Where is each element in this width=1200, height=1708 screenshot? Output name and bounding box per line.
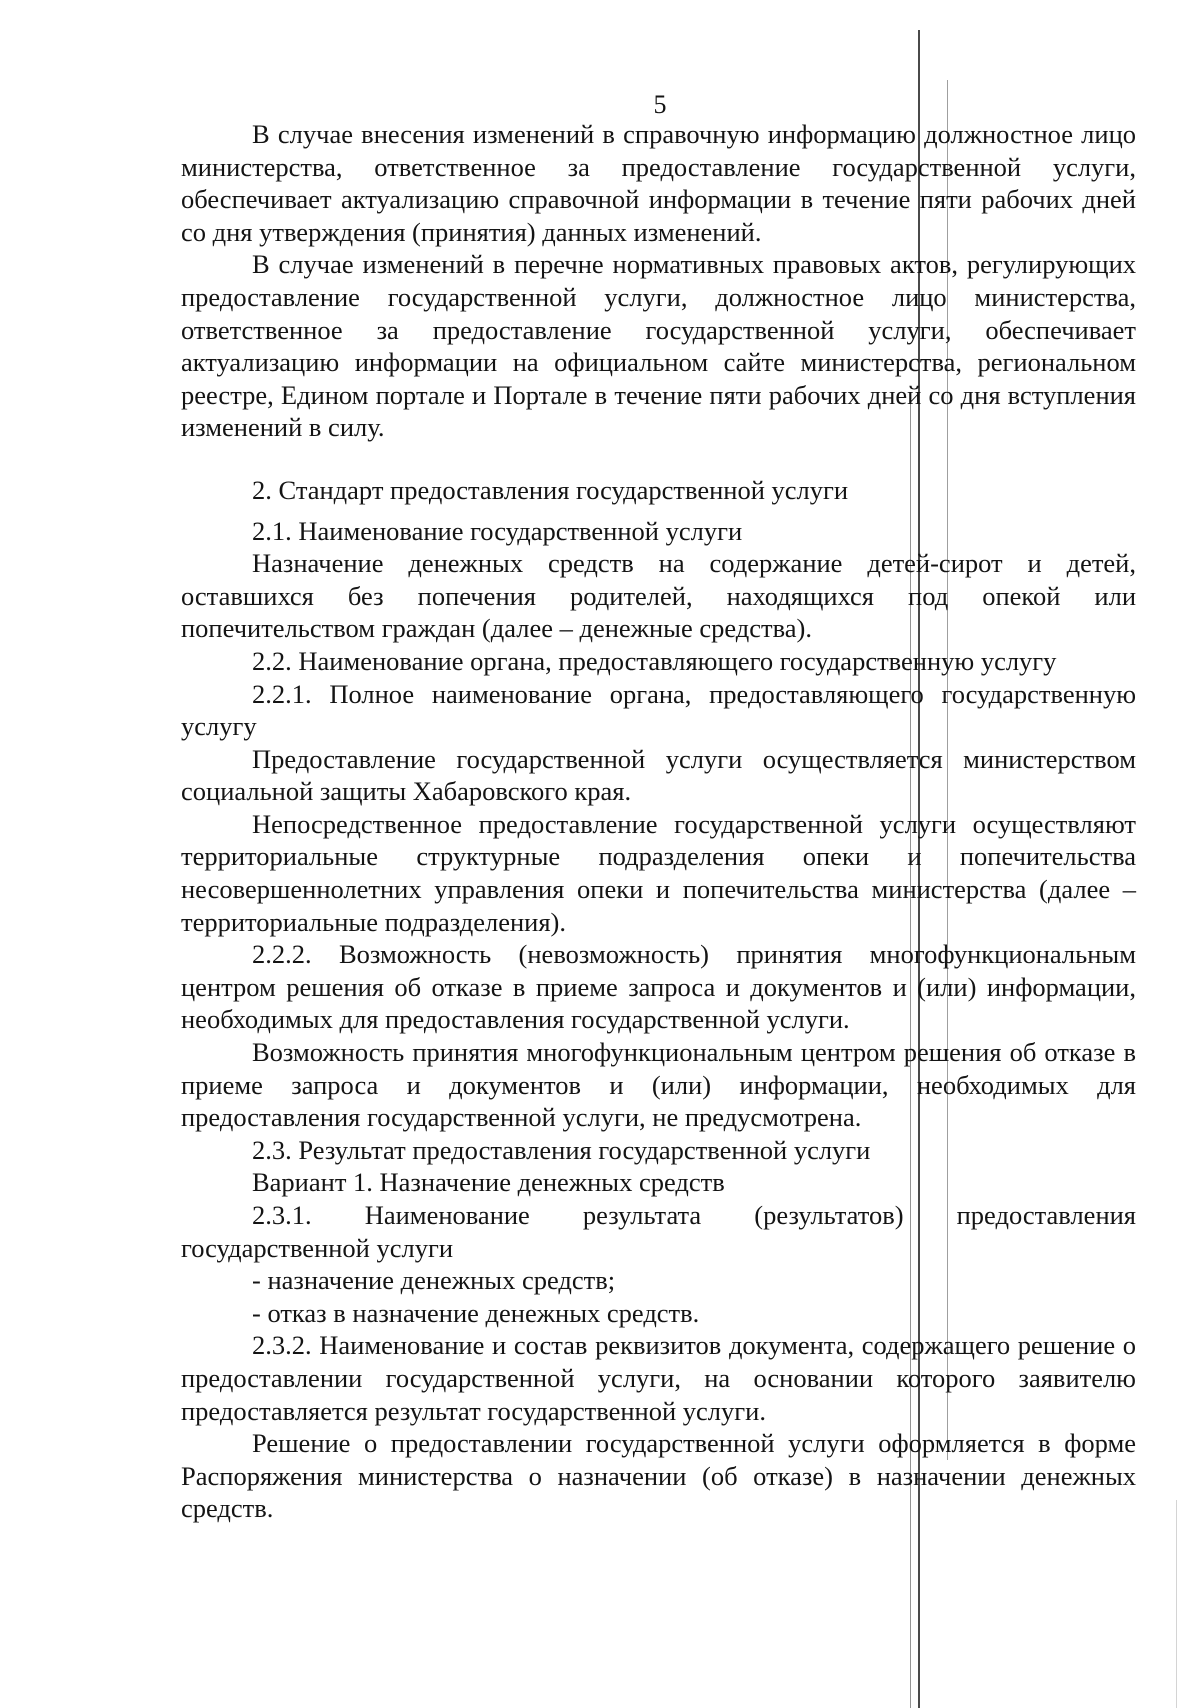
scan-artifact-line bbox=[1176, 1500, 1177, 1708]
subsection-heading: 2.3. Результат предоставления государственной услуги bbox=[252, 1134, 871, 1165]
subsection-heading: 2.2. Наименование органа, предоставляющего государственную услугу bbox=[252, 645, 1057, 676]
subsection-heading: 2.2.2. Возможность (невозможность) принятия многофункциональным центром решения об отказе в приеме запроса и документов и (или) информации, необходимых для предоставления государственной услуги. bbox=[181, 939, 1136, 1035]
list-item: - назначение денежных средств; bbox=[252, 1265, 616, 1296]
document-body bbox=[181, 118, 1136, 1525]
list-item: - отказ в назначение денежных средств. bbox=[252, 1297, 700, 1328]
subsection-heading: 2.3.2. Наименование и состав реквизитов документа, содержащего решение о предоставлении государственной услуги, на основании которого заявителю предоставляется результат государственной услуги. bbox=[181, 1330, 1136, 1426]
page-number: 5 bbox=[653, 90, 667, 119]
paragraph: В случае внесения изменений в справочную информацию должностное лицо министерства, ответственное за предоставление государственной услуги, обеспечивает актуализацию справочной информации в течение пяти рабочих дней со дня утверждения (принятия) данных изменений. bbox=[181, 119, 1136, 247]
subsection-heading: 2.3.1. Наименование результата (результатов) предоставления государственной услуги bbox=[181, 1200, 1136, 1263]
section-heading: 2. Стандарт предоставления государственной услуги bbox=[252, 474, 849, 505]
subsection-heading: 2.2.1. Полное наименование органа, предоставляющего государственную услугу bbox=[181, 678, 1136, 742]
paragraph: Назначение денежных средств на содержание детей-сирот и детей, оставшихся без попечения родителей, находящихся под опекой или попечительством граждан (далее – денежные средства). bbox=[181, 548, 1136, 644]
paragraph: Решение о предоставлении государственной услуги оформляется в форме Распоряжения министерства о назначении (об отказе) в назначении денежных средств. bbox=[181, 1428, 1136, 1524]
paragraph: Возможность принятия многофункциональным центром решения об отказе в приеме запроса и документов и (или) информации, необходимых для предоставления государственной услуги, не предусмотрена. bbox=[181, 1037, 1136, 1133]
subsection-heading: 2.1. Наименование государственной услуги bbox=[252, 515, 743, 546]
paragraph: Предоставление государственной услуги осуществляется министерством социальной защиты Хабаровского края. bbox=[181, 743, 1136, 807]
paragraph: В случае изменений в перечне нормативных правовых актов, регулирующих предоставление государственной услуги, должностное лицо министерства, ответственное за предоставление государственной услуги, обеспечивает актуализацию информации на официальном сайте министерства, региональном реестре, Едином портале и Портале в течение пяти рабочих дней со дня вступления изменений в силу. bbox=[181, 249, 1136, 443]
variant-heading: Вариант 1. Назначение денежных средств bbox=[252, 1167, 725, 1198]
paragraph: Непосредственное предоставление государственной услуги осуществляют территориальные структурные подразделения опеки и попечительства несовершеннолетних управления опеки и попечительства министерства (далее – территориальные подразделения). bbox=[181, 808, 1136, 937]
